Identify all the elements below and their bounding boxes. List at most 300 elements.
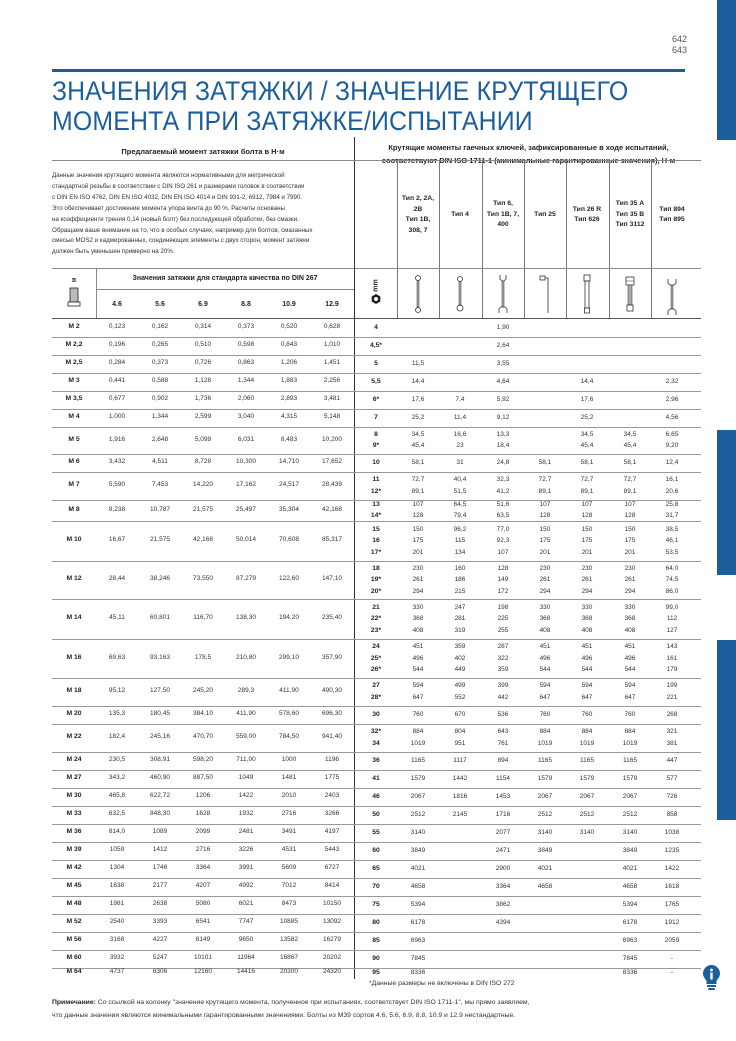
wrench-torque-cell	[482, 680, 524, 703]
torque-value: 24320	[322, 968, 342, 975]
wrench-torque-cell	[566, 340, 608, 352]
bolt-size: M 3	[68, 377, 80, 384]
title-rule	[52, 69, 685, 72]
wrench-torque-value	[439, 827, 481, 839]
wrench-torque-cell	[482, 394, 524, 406]
tool-icon-cell	[482, 272, 524, 318]
bolt-size: M 2	[68, 322, 80, 330]
wrench-torque-cell	[651, 524, 693, 559]
torque-value: 116,70	[193, 614, 213, 621]
wrench-torque-value	[566, 358, 608, 370]
wrench-torque-value	[566, 917, 608, 929]
wrench-torque-value: 1765	[664, 901, 680, 909]
wrench-torque-value: 18,4	[496, 442, 510, 450]
wrench-torque-cell	[651, 881, 693, 893]
wrench-torque-value: 2512	[537, 811, 553, 819]
footnote: *Данные размеры не включены в DIN ISO 272	[369, 980, 515, 987]
grade-header: 6.9	[198, 301, 208, 308]
wrench-torque-value: 670	[454, 711, 466, 719]
row-rule	[52, 391, 701, 392]
wrench-torque-cell	[651, 680, 693, 703]
wrench-torque-value: 536	[497, 711, 509, 719]
row-rule	[52, 806, 701, 807]
wrench-torque-cell	[397, 809, 439, 821]
tool-icon-cell	[397, 272, 439, 318]
wrench-torque-cell	[524, 340, 566, 352]
wrench-torque-cell	[524, 845, 566, 857]
wrench-torque-value: 330	[539, 603, 551, 611]
hex-nut-icon	[371, 294, 381, 304]
wrench-torque-value: 41,2	[496, 487, 510, 495]
wrench-torque-cell	[609, 524, 651, 559]
row-rule	[52, 706, 701, 707]
bolt-size: M 42	[66, 864, 82, 871]
wrench-torque-value: 150	[624, 525, 636, 533]
wrench-torque-value: 2067	[410, 793, 426, 801]
tool-type-label-line: Тип 2, 2А,	[401, 195, 435, 202]
wrench-torque-value: 287	[497, 643, 509, 651]
torque-value: 10150	[322, 900, 342, 907]
wrench-torque-value: 150	[581, 525, 593, 533]
torque-value: 6021	[238, 900, 254, 907]
key-size: 11	[372, 476, 380, 484]
wrench-torque-cell	[482, 827, 524, 839]
torque-value: 0,588	[151, 377, 169, 384]
wrench-torque-cell	[566, 524, 608, 559]
wrench-torque-value: 594	[412, 682, 424, 690]
row-rule	[52, 409, 701, 410]
torque-value: 1,916	[108, 435, 126, 443]
key-size: 25*	[370, 654, 382, 662]
key-size-mm	[355, 429, 397, 452]
key-size: 9*	[372, 442, 380, 450]
intro-line: Данные значения крутящего момента являются нормативными для метрической	[52, 172, 285, 179]
tool-icon-cell	[524, 272, 566, 318]
intro-text	[52, 171, 352, 258]
torque-value: 3393	[152, 918, 168, 925]
wrench-torque-value: 16,1	[665, 476, 679, 484]
wrench-torque-value: 127	[666, 626, 678, 634]
torque-value: 696,30	[322, 710, 342, 717]
tool-type-header	[482, 199, 524, 231]
torque-value: 0,510	[194, 341, 212, 348]
wrench-torque-cell	[524, 917, 566, 929]
wrench-torque-cell	[482, 967, 524, 979]
torque-value: 5,590	[108, 481, 126, 488]
wrench-torque-value: 1019	[579, 739, 595, 747]
wrench-torque-value: 294	[412, 587, 424, 595]
wrench-torque-cell	[524, 827, 566, 839]
key-size: 8	[374, 430, 378, 438]
wrench-torque-cell	[566, 474, 608, 497]
torque-value: 1,344	[237, 377, 255, 384]
wrench-torque-value: 408	[412, 626, 424, 634]
wrench-torque-value: 89,1	[411, 487, 425, 495]
tool-type-label-line: Тип 35 B	[615, 210, 645, 218]
wrench-torque-value: 221	[666, 693, 678, 701]
wrench-torque-value: 172	[497, 587, 509, 595]
wrench-torque-cell	[609, 358, 651, 370]
page-title	[52, 76, 641, 136]
wrench-torque-value: 4394	[495, 919, 511, 927]
wrench-torque-value: 40,4	[453, 476, 467, 484]
torque-value: 42,168	[322, 505, 342, 513]
wrench-torque-cell	[566, 953, 608, 965]
wrench-torque-value: 128	[581, 512, 593, 520]
wrench-torque-cell	[439, 358, 481, 370]
wrench-torque-cell	[482, 953, 524, 965]
torque-value: 559,00	[236, 733, 256, 740]
row-rule	[52, 355, 701, 356]
row-rule	[52, 950, 701, 951]
bolt-size: M 33	[66, 810, 82, 817]
wrench-torque-value: 198	[497, 603, 509, 611]
torque-value: 1981	[109, 900, 125, 907]
wrench-torque-cell	[609, 791, 651, 803]
torque-value: 245,16	[150, 733, 170, 740]
bolt-size: M 48	[66, 900, 82, 907]
torque-value: 122,60	[279, 575, 299, 582]
torque-value: 1,000	[108, 413, 126, 420]
wrench-torque-value: 3849	[410, 847, 426, 855]
key-size-mm	[355, 474, 397, 497]
torque-value: 289,3	[237, 687, 255, 694]
wrench-torque-cell	[482, 755, 524, 767]
torque-value: 7,453	[151, 481, 169, 488]
key-size: 75	[372, 901, 380, 909]
wrench-torque-value: 4658	[410, 883, 426, 891]
row-rule	[52, 914, 701, 915]
torque-value: 1775	[324, 774, 340, 781]
wrench-torque-cell	[482, 726, 524, 749]
torque-value: 93,163	[150, 653, 170, 661]
torque-value: 2,648	[151, 435, 169, 443]
wrench-torque-cell	[566, 429, 608, 452]
wrench-torque-cell	[524, 412, 566, 424]
wrench-torque-value: 79,4	[453, 512, 467, 520]
torque-value: 4,511	[152, 458, 168, 465]
row-rule	[52, 373, 701, 374]
wrench-torque-value	[439, 376, 481, 388]
wrench-torque-value: 3849	[622, 847, 638, 855]
bolt-icon	[52, 268, 96, 318]
wrench-torque-cell	[651, 499, 693, 522]
wrench-torque-cell	[439, 881, 481, 893]
torque-value: 10885	[279, 918, 299, 925]
wrench-torque-cell	[651, 457, 693, 469]
wrench-torque-value: 647	[624, 693, 636, 701]
wrench-torque-cell	[482, 809, 524, 821]
tool-type-header	[609, 199, 651, 231]
wrench-torque-value: 46,1	[665, 537, 679, 545]
tubular-box-wrench-icon	[580, 273, 594, 317]
key-size: 17*	[370, 548, 382, 556]
wrench-torque-value	[524, 967, 566, 979]
bolt-size: M 12	[66, 575, 82, 582]
wrench-torque-value: 3140	[410, 829, 426, 837]
torque-value: 411,90	[279, 687, 299, 694]
wrench-torque-cell	[566, 967, 608, 979]
wrench-torque-cell	[482, 845, 524, 857]
wrench-torque-value: 408	[581, 626, 593, 634]
wrench-torque-cell	[566, 641, 608, 676]
torque-value: 299,10	[279, 653, 299, 661]
wrench-torque-cell	[439, 709, 481, 721]
wrench-torque-cell	[524, 641, 566, 676]
wrench-torque-cell	[524, 953, 566, 965]
torque-value: 73,550	[193, 575, 213, 582]
tool-type-label-line: Тип 894	[659, 205, 685, 213]
torque-value: 1412	[152, 846, 168, 853]
torque-value: 3168	[109, 936, 125, 943]
tool-type-label-line: Тип 3112	[615, 221, 645, 229]
torque-value: 465,8	[108, 792, 126, 799]
wrench-torque-value: 24,8	[496, 459, 510, 467]
wrench-torque-value: 6963	[410, 937, 426, 945]
wrench-torque-value	[609, 340, 651, 352]
wrench-torque-cell	[609, 773, 651, 785]
wrench-torque-cell	[651, 376, 693, 388]
torque-value: 28,44	[108, 575, 126, 582]
wrench-torque-cell	[439, 791, 481, 803]
tool-type-label-line: Тип 6,	[493, 200, 513, 208]
wrench-torque-value: 804	[454, 728, 466, 736]
wrench-torque-cell	[397, 524, 439, 559]
wrench-torque-cell	[609, 412, 651, 424]
wrench-torque-value: 2067	[537, 793, 553, 801]
tool-type-label-line: Тип 895	[659, 216, 685, 223]
wrench-torque-value: 1579	[622, 775, 638, 783]
key-size: 5,5	[371, 378, 381, 386]
wrench-torque-cell	[651, 563, 693, 598]
wrench-torque-cell	[609, 755, 651, 767]
wrench-torque-value: 884	[581, 728, 593, 736]
row-rule	[52, 842, 701, 843]
wrench-torque-value	[397, 322, 439, 334]
torque-value: 45,11	[109, 614, 125, 621]
wrench-torque-value: 9,20	[665, 442, 679, 450]
wrench-torque-value: 499	[454, 682, 466, 690]
torque-value: 632,5	[108, 810, 126, 817]
wrench-torque-cell	[439, 376, 481, 388]
wrench-torque-cell	[482, 602, 524, 637]
wrench-torque-value: 53,5	[665, 548, 679, 556]
wrench-torque-value: 1,90	[496, 323, 510, 331]
wrench-torque-value: 647	[539, 693, 551, 701]
key-size: 32*	[370, 728, 382, 736]
row-rule	[52, 770, 701, 771]
wrench-torque-value: 1019	[537, 739, 553, 747]
wrench-torque-cell	[482, 641, 524, 676]
wrench-torque-value: 58,1	[580, 459, 594, 467]
torque-value: 11964	[237, 954, 255, 961]
key-size-mm	[355, 773, 397, 785]
double-open-end-wrench-icon	[496, 273, 510, 317]
wrench-torque-value: 6178	[410, 919, 426, 927]
row-rule	[52, 896, 701, 897]
wrench-torque-value: 230	[581, 564, 593, 572]
torque-value: 1,010	[323, 341, 341, 348]
tool-icon-cell	[566, 272, 608, 318]
wrench-torque-cell	[397, 474, 439, 497]
wrench-torque-value: 225	[497, 615, 509, 623]
key-size-mm	[355, 394, 397, 406]
torque-value: 20202	[322, 954, 342, 961]
torque-value: 13582	[279, 936, 299, 943]
bolt-size: M 45	[66, 882, 82, 889]
key-size: 55	[372, 829, 380, 837]
intro-line: с DIN EN ISO 4762, DIN EN ISO 4032, DIN EN ISO 4014 и DIN 931-2, 6912, 7984 и 7990.	[52, 193, 303, 201]
wrench-torque-value: 64,5	[453, 500, 467, 508]
tool-label-rule	[355, 268, 701, 269]
torque-value: 8,238	[108, 505, 126, 513]
torque-value: 60,801	[150, 614, 170, 621]
key-size: 36	[372, 757, 380, 765]
torque-value: 6306	[152, 968, 168, 975]
wrench-torque-cell	[566, 358, 608, 370]
title-line-2: МОМЕНТА ПРИ ЗАТЯЖКЕ/ИСПЫТАНИИ	[52, 106, 533, 136]
row-rule	[52, 454, 701, 455]
wrench-torque-value	[609, 322, 651, 334]
wrench-torque-cell	[609, 641, 651, 676]
torque-value: 1638	[109, 882, 125, 889]
intro-line: должен быть уменьшен примерно на 20%.	[52, 248, 175, 256]
wrench-torque-cell	[651, 474, 693, 497]
wrench-torque-value: 322	[497, 654, 509, 662]
torque-value: 460,90	[150, 774, 170, 781]
torque-value: 28,439	[322, 481, 342, 488]
wrench-torque-cell	[439, 641, 481, 676]
wrench-torque-value	[524, 412, 566, 424]
wrench-torque-value: 201	[539, 548, 551, 556]
torque-value: 4227	[152, 936, 168, 943]
wrench-torque-cell	[482, 376, 524, 388]
key-size-mm	[355, 376, 397, 388]
torque-value: 180,45	[150, 710, 170, 717]
wrench-torque-cell	[651, 394, 693, 406]
torque-value: 8,728	[194, 458, 212, 465]
row-rule	[52, 932, 701, 933]
torque-value: 384,10	[193, 710, 213, 717]
wrench-torque-cell	[482, 863, 524, 875]
wrench-torque-value: 230	[412, 564, 424, 572]
bolt-size: M 4	[68, 413, 80, 420]
key-size: 4	[374, 323, 378, 331]
wrench-torque-value: 6,65	[665, 430, 679, 438]
torque-value: 0,520	[280, 322, 298, 330]
left-table-heading: Предлагаемый момент затяжки болта в Н·м	[121, 147, 285, 156]
key-size: 60	[372, 847, 380, 855]
torque-value: 598,20	[193, 756, 213, 763]
torque-value: 0,726	[194, 359, 212, 366]
key-size: 46	[372, 793, 380, 801]
wrench-torque-cell	[651, 953, 693, 965]
torque-value: 1,344	[151, 413, 169, 420]
wrench-torque-cell	[651, 412, 693, 424]
wrench-torque-cell	[439, 726, 481, 749]
wrench-torque-value	[439, 863, 481, 875]
page-number-right: 643	[671, 45, 687, 55]
wrench-torque-value	[439, 917, 481, 929]
wrench-torque-value	[397, 340, 439, 352]
torque-value: 308,91	[150, 756, 170, 763]
torque-value: 5247	[152, 954, 168, 961]
wrench-torque-value: 1154	[496, 775, 510, 783]
wrench-torque-value: 1816	[452, 793, 468, 801]
torque-value: 235,40	[322, 614, 342, 621]
wrench-torque-cell	[397, 953, 439, 965]
bolt-column-header	[52, 268, 96, 318]
wrench-torque-value: 5394	[622, 901, 638, 909]
key-size: 90	[372, 955, 380, 963]
torque-value: 3,432	[108, 458, 126, 465]
torque-value: 711,00	[236, 756, 256, 763]
wrench-torque-value: 544	[539, 666, 551, 674]
torque-value: 2540	[109, 918, 125, 925]
wrench-torque-value	[482, 935, 524, 947]
wrench-torque-cell	[651, 755, 693, 767]
wrench-torque-value: 577	[666, 775, 678, 783]
wrench-torque-value: 3140	[579, 829, 595, 837]
wrench-torque-cell	[524, 394, 566, 406]
wrench-torque-cell	[524, 322, 566, 334]
wrench-torque-value: 1579	[579, 775, 595, 783]
bolt-size: M 22	[66, 733, 82, 740]
torque-value: 1,883	[280, 377, 298, 384]
wrench-torque-cell	[566, 499, 608, 522]
wrench-torque-value: 760	[412, 711, 424, 719]
wrench-torque-value	[439, 899, 481, 911]
wrench-torque-value: 14,4	[411, 378, 425, 386]
torque-value: 138,30	[236, 614, 256, 621]
wrench-torque-value	[566, 881, 608, 893]
bolt-size: M 14	[66, 614, 82, 621]
wrench-torque-cell	[482, 499, 524, 522]
key-size-mm	[355, 412, 397, 424]
torque-value: 490,30	[322, 687, 342, 694]
note-line-1: Со ссылкой на колонку "значение крутящего момента, полученное при испытаниях, соответствует DIN ISO 1711-1", мы прямо заявляем,	[95, 999, 530, 1006]
wrench-torque-value: 760	[539, 711, 551, 719]
wrench-torque-value: 3849	[537, 847, 553, 855]
wrench-torque-value: 2900	[495, 865, 511, 873]
row-rule	[52, 427, 701, 428]
torque-value: 5609	[281, 864, 297, 871]
wrench-torque-cell	[482, 412, 524, 424]
key-size: 95	[372, 969, 380, 977]
key-size: 22*	[370, 615, 382, 623]
torque-value: 3991	[238, 864, 254, 871]
wrench-torque-cell	[651, 935, 693, 947]
wrench-torque-cell	[439, 773, 481, 785]
grade-header: 12.9	[325, 301, 339, 308]
wrench-torque-value	[524, 322, 566, 334]
wrench-torque-value: 1422	[664, 865, 680, 873]
torque-value: 1,451	[323, 359, 341, 366]
note-label: Примечание:	[52, 999, 96, 1006]
note-line-2: что данные значения являются минимальными гарантированными значениями. Болты из M39 сортов 4.6, 5.6, 6.9, 8.8, 10.9 и 12.9 нестандартные.	[52, 1012, 516, 1019]
torque-value: 4737	[109, 968, 125, 975]
wrench-torque-value: 72,7	[580, 476, 594, 484]
wrench-torque-value	[439, 358, 481, 370]
wrench-torque-value: 359	[454, 643, 466, 651]
wrench-torque-cell	[482, 899, 524, 911]
wrench-torque-cell	[609, 881, 651, 893]
wrench-torque-value: 5,92	[496, 396, 510, 404]
wrench-torque-cell	[397, 376, 439, 388]
wrench-torque-cell	[397, 827, 439, 839]
tool-type-label-line: 2B	[413, 205, 423, 213]
wrench-torque-value: 368	[624, 615, 636, 623]
